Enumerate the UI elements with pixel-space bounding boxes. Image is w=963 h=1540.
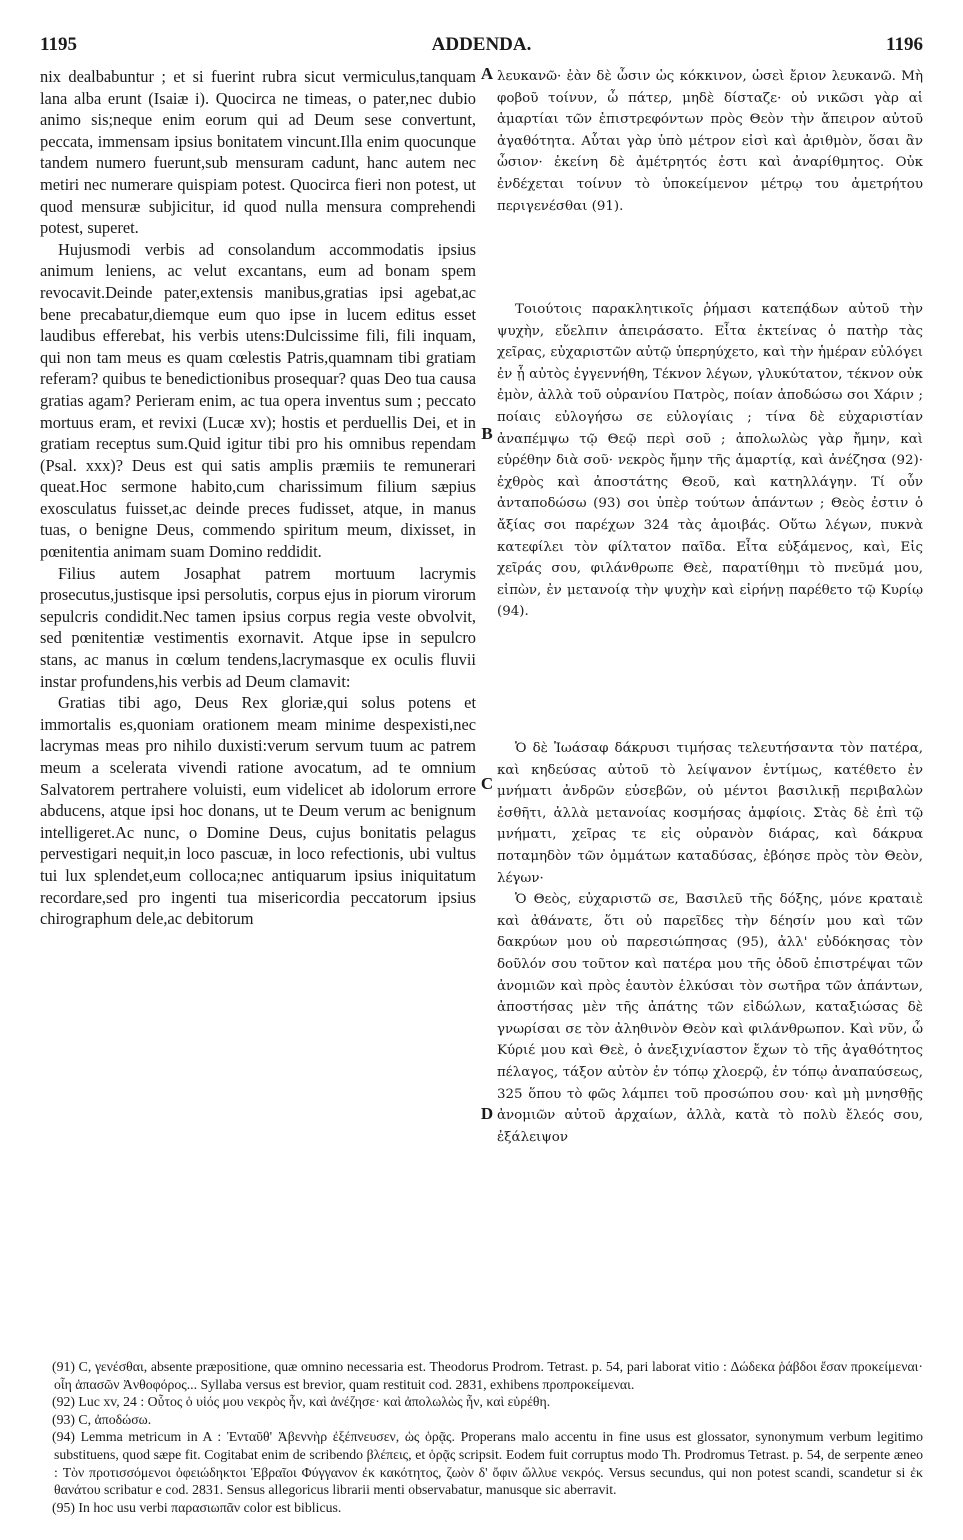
greek-paragraph-2: Τοιούτοις παρακλητικοῖς ῥήμασι κατεπᾴδων αὐτοῦ τὴν ψυχὴν, εὔελπιν ἀπειράσατο. Εἶτα ἐκτείνας ὁ πατὴρ τὰς χεῖρας, εὐχαριστῶν αὐτῷ ὑπερηύχετο, καὶ τὴν ἡμέραν εὐλόγει ἐν ᾗ αὐτὸς ἐγγεννήθη, Τέκνον λέγων, γλυκύτατον, τέκνον οὐκ ἐμὸν, ἀλλὰ τοῦ οὐρανίου Πατρὸς, ποίαν ἀποδώσω σοι Χάριν ; ποίαις εὐλογήσω σε εὐλογίαις ; τίνα δὲ εὐχαριστίαν ἀναπέμψω τῷ Θεῷ περὶ σοῦ ; ἀπολωλὼς γὰρ ἤμην, καὶ εὑρέθην διὰ σοῦ· νεκρὸς ἤμην τῆς ἁμαρτίᾳ, καὶ ἀνέζησα (92)· ἐχθρὸς καὶ ἀποστάτης Θεοῦ, καὶ κατηλλάγην. Τί οὖν ἀνταποδώσω (93) σοι ὑπὲρ τούτων ἁπάντων ; Θεὸς ἐστιν ὁ ἄξίας σοι παρέχων 324 τὰς ἀμοιβάς. Οὕτω λέγων, πυκνὰ κατεφίλει τὸν φίλτατον παῖδα. Εἶτα εὐξάμενος, καὶ, Εἰς χεῖράς σου, φιλάνθρωπε Θεὲ, παρατίθημι τὸ πνεῦμά μου, εἰπὼν, ἐν μετανοίᾳ τὴν ψυχὴν καὶ εἰρήνῃ παρέθετο τῷ Κυρίῳ (94). xyxy=(497,302,923,620)
right-page-number: 1196 xyxy=(886,34,923,55)
footnote-92: (92) Luc xv, 24 : Οὗτος ὁ υἱός μου νεκρὸς ἦν, καὶ ἀνέζησε· καὶ ἀπολωλὼς ἦν, καὶ εὑρέθη. xyxy=(52,1394,551,1410)
left-page-number: 1195 xyxy=(40,34,77,55)
footnote-91: (91) C, γενέσθαι, absente præpositione, quæ omnino necessaria est. Theodorus Prodrom. Tetrast. p. 54, pari laborat vitio : Δώδεκα ῥάβδοι ἔσαν προκείμεναι· οἷη ἁπασῶν Ἀνθοφόρος... Syllaba versus est brevior, quam restituit cod. 2831, exhibens προπροκείμεναι. xyxy=(52,1359,923,1392)
footnote-94: (94) Lemma metricum in A : Ἐνταῦθ' Ἀβεννὴρ ἐξέπνευσεν, ὡς ὁρᾷς. Properans malo accentu in fine usus est glossator, synonymum verbum legitimo substituens, quod sæpe fit. Cogitabat enim de scribendo βλέπεις, et ὁρᾷς scripsit. Eodem fuit corruptus modo Th. Prodromus Tetrast. p. 54, de serpente æneo : Τὸν προτισσόμενοι ὀφειώδηκτοι Ἑβραῖοι Φύγγανον ἐκ κακότητος, ζωὸν δ' ὄφιν ὤλλυε νεκρός. Versus secundus, qui non potest scandi, scandetur si ἐκ θανάτου scribatur e cod. 2831. Sensus allegoricus librarii menti observabatur, manusque sic aberravit. xyxy=(52,1429,923,1498)
greek-column-bottom xyxy=(497,738,923,1148)
footnote-95: (95) In hoc usu verbi παρασιωπᾶν color est biblicus. xyxy=(52,1499,342,1515)
greek-paragraph-1: λευκανῶ· ἐὰν δὲ ὦσιν ὡς κόκκινον, ὡσεὶ ἔριον λευκανῶ. Μὴ φοβοῦ τοίνυν, ὦ πάτερ, μηδὲ δίσταζε· οὐ νικῶσι γὰρ αἱ ἁμαρτίαι τῶν ἐπιστρεφόντων πρὸς Θεὸν τὴν ἄπειρον αὐτοῦ ἀγαθότητα. Αὗται γὰρ ὑπὸ μέτρον εἰσὶ καὶ ἀριθμὸν, ὅσαι ἂν ὦσιον· ἐκείνη δὲ ἀμέτρητός ἐστι καὶ ἀναρίθμητος. Οὐκ ἐνδέχεται τοίνυν τὸ ὑποκείμενον μέτρῳ του ἀμετρήτου περιγενέσθαι (91). xyxy=(497,69,923,214)
section-marker-d: D xyxy=(480,1104,494,1123)
greek-paragraph-4: Ὁ Θεὸς, εὐχαριστῶ σε, Βασιλεῦ τῆς δόξης, μόνε κραταιὲ καὶ ἀθάνατε, ὅτι οὐ παρεῖδες τὴν δέησίν μου καὶ τῶν δακρύων μου οὐ παρεσιώπησας (95), ἀλλ' εὐδόκησας τὸν δοῦλόν σου τοῦτον καὶ πατέρα μου τῆς ὁδοῦ ἐπιστρέψαι τῶν ἀνομιῶν καὶ πρὸς ἑαυτὸν ἑλκύσαι τὸν σωτῆρα τῶν ἁπάντων, ἀποστήσας μὲν τῆς ἀπάτης τῶν εἰδώλων, καταξιώσας δὲ γνωρίσαι σε τὸν ἀληθινὸν Θεὸν καὶ φιλάνθρωπον. Καὶ νῦν, ὦ Κύριέ μου καὶ Θεὲ, ὁ ἀνεξιχνίαστον ἔχων τὸ τῆς ἀγαθότητος πέλαγος, τάξον αὐτὸν ἐν τόπῳ χλοερῷ, ἐν τόπῳ ἀναπαύσεως, 325 ὅπου τὸ φῶς λάμπει τοῦ προσώπου σου· καὶ μὴ μνησθῇς ἀνομιῶν αὐτοῦ ἀρχαίων, ἀλλὰ, κατὰ τὸ πολὺ ἔλεός σου, ἐξάλειψον xyxy=(497,892,923,1145)
section-marker-a: A xyxy=(480,64,494,83)
footnotes xyxy=(40,1358,923,1516)
latin-paragraph-4: Gratias tibi ago, Deus Rex gloriæ,qui solus potens et immortalis es,quoniam orationem meam minime despexisti,nec lacrymas meas pro nihilo duxisti:verum servum tuum ac patrem meum a scelerata vivendi ratione avocatum, ad te omnium Salvatorem pertrahere voluisti, eum videlicet ab idolorum errore abducens, atque ipsi hoc donans, ut te Deum verum ac benignum intelligeret.Ac nunc, o Domine Deus, cujus bonitatis pelagus pervestigari nequit,in loco pascuæ, in loco refectionis, ubi vultus tui lux splendet,eum colloca;nec antiquarum ipsius iniquitatum recordare,sed pro ingenti tua misericordia peccatorum ipsius chirographum dele,ac debitorum xyxy=(40,693,476,929)
latin-paragraph-2: Hujusmodi verbis ad consolandum accommodatis ipsius animum leniens, ac velut excantans, eum ad bonam spem revocavit.Deinde pater,extensis manibus,gratias ipsi agebat,ac bene precabatur,diemque eum quo ipse in lucem editus esset laudibus efferebat, his verbis utens:Dulcissime fili, fili inquam, qui non tam meus es quam cœlestis Patris,quamnam tibi gratiam referam? quibus te benedictionibus prosequar? quas Deo tua causa gratias agam? Perieram enim, ac tua opera inventus sum ; peccato mortuus eram, et revixi (Lucæ xv); hostis et perduellis Dei, et in gratiam receptus sum.Quid igitur tibi pro his omnibus rependam (Psal. xxx)? Deus est qui satis amplis præmiis te remunerari queat.Hoc sermone habito,cum charissimum filium sæpius exosculatus fuisset,ac deinde preces fudisset, atque, in manus tuas, o benigne Deus, commendo spiritum meum, dixisset, in pœnitentia animam suam Domino reddidit. xyxy=(40,239,477,562)
running-header xyxy=(40,34,923,58)
latin-column xyxy=(40,66,476,930)
footnote-93: (93) C, ἀποδώσω. xyxy=(52,1411,152,1427)
greek-paragraph-3: Ὁ δὲ Ἰωάσαφ δάκρυσι τιμήσας τελευτήσαντα τὸν πατέρα, καὶ κηδεύσας αὐτοῦ τὸ λείψανον ἐντίμως, κατέθετο ἐν μνήματι ἀνδρῶν εὐσεβῶν, οὐ μέντοι βασιλικῇ περιβαλὼν ἐσθῆτι, ἀλλὰ μετανοίας κοσμήσας ἀμφίοις. Στὰς δὲ ἐπὶ τῷ μνήματι, χεῖρας τε εἰς οὐρανὸν διάρας, καὶ δάκρυα ποταμηδὸν τῶν ὀμμάτων καταδύσας, ἐβόησε πρὸς τὸν Θεὸν, λέγων· xyxy=(497,741,923,886)
section-marker-c: C xyxy=(480,774,494,793)
section-marker-b: B xyxy=(481,424,493,443)
greek-column-top xyxy=(497,66,923,217)
latin-paragraph-1: nix dealbabuntur ; et si fuerint rubra sicut vermiculus,tanquam lana alba erunt (Isaiæ i). Quocirca ne timeas, o pater,nec dubio animo sis;neque enim eorum qui ad Deum sese convertunt, peccata, immensam ipsius bonitatem vincunt.Illa enim quocunque tandem numero fuerunt,sub mensuram cadunt, hanc autem nec metiri nec numerare quispiam potest. Quocirca fieri non potest, ut quod mensuræ subjicitur, id quod nulla mensura comprehendi potest, superet. xyxy=(40,67,476,238)
page-title: ADDENDA. xyxy=(431,34,532,55)
latin-paragraph-3: Filius autem Josaphat patrem mortuum lacrymis prosecutus,justisque ipsi persolutis, corpus ejus in piorum virorum sepulcris condidit.Nec tamen ipsius corpus regia veste obvolvit, sed pœnitentiæ vestimentis exornavit. Atque ipse in sepulcro stans, ac manus in cœlum tendens,lacrymasque ex oculis fluvii instar profundens,his verbis ad Deum clamavit: xyxy=(40,563,476,691)
greek-column-middle xyxy=(497,299,923,623)
